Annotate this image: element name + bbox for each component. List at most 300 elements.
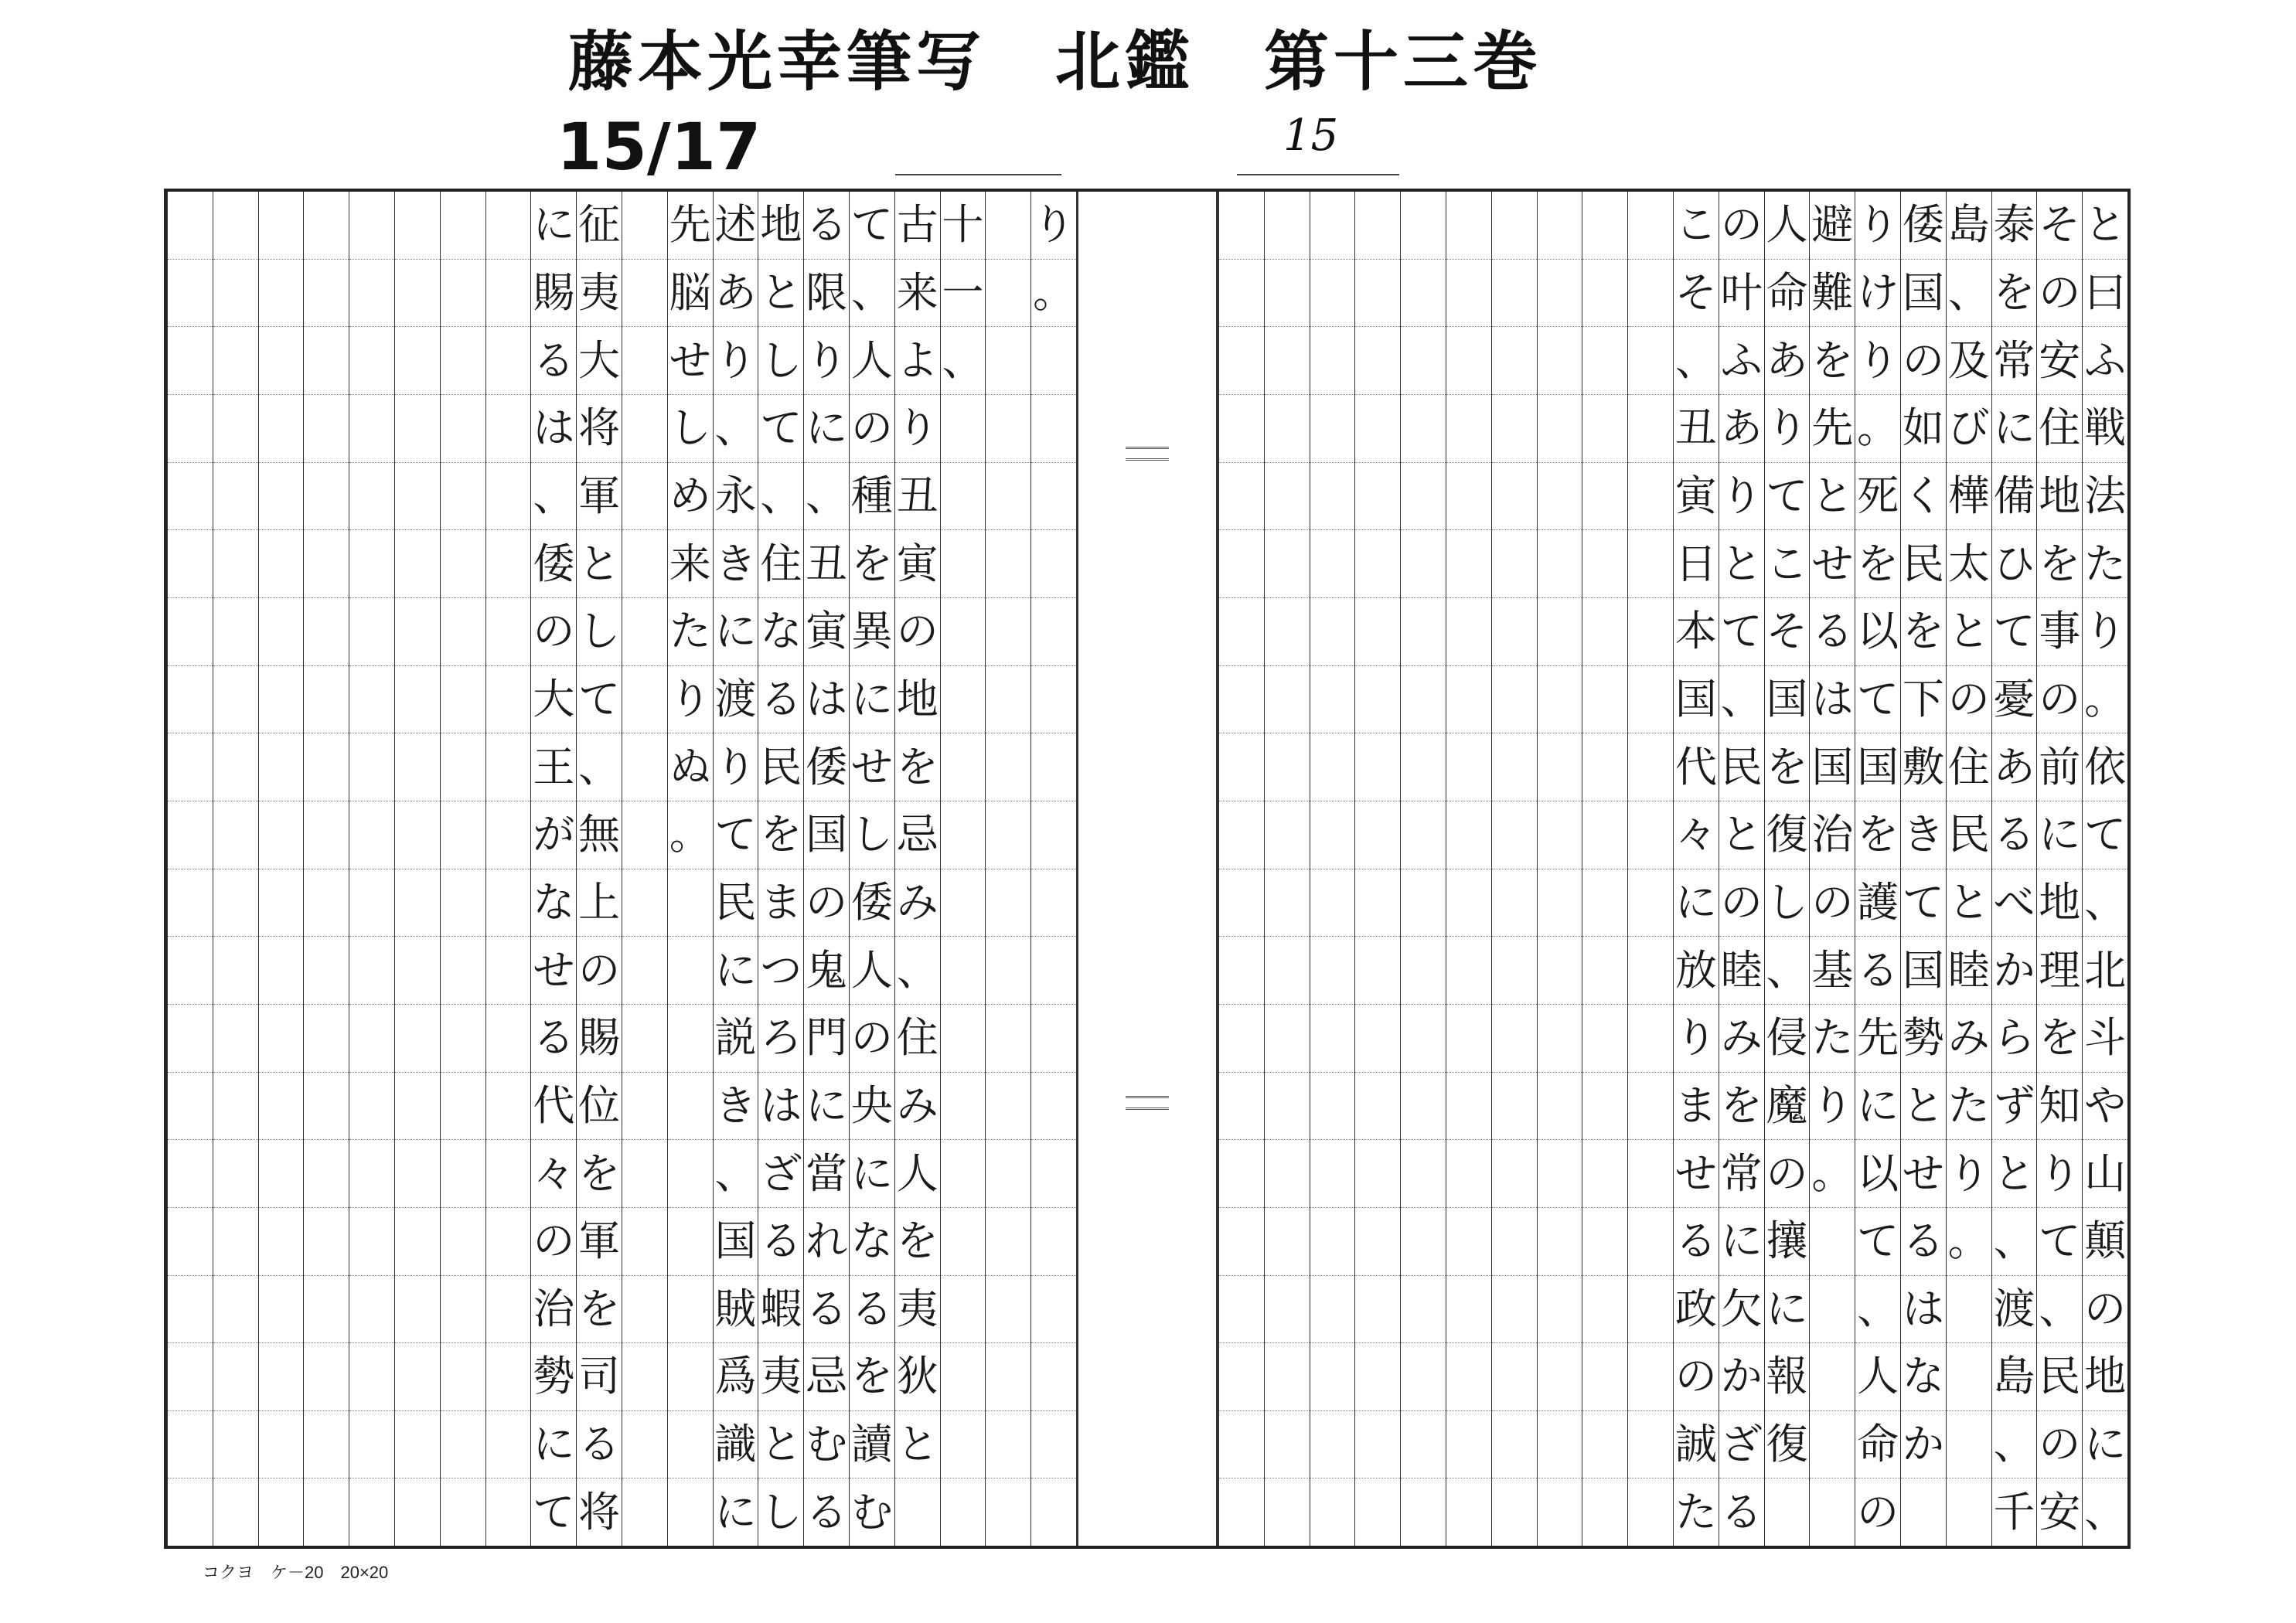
manuscript-cell: 限 xyxy=(804,260,849,328)
manuscript-cell xyxy=(259,260,304,328)
manuscript-cell: た xyxy=(1810,1005,1855,1073)
manuscript-cell xyxy=(1401,666,1446,734)
manuscript-cell xyxy=(1265,1208,1310,1276)
manuscript-cell: 安 xyxy=(2037,327,2082,395)
manuscript-cell xyxy=(986,1073,1030,1141)
manuscript-cell: を xyxy=(1810,327,1855,395)
manuscript-cell xyxy=(349,1411,394,1479)
manuscript-cell xyxy=(486,869,531,937)
manuscript-cell: て xyxy=(2037,1208,2082,1276)
manuscript-cell: 日 xyxy=(1674,530,1719,598)
manuscript-cell xyxy=(1401,801,1446,869)
manuscript-cell xyxy=(1810,1411,1855,1479)
manuscript-cell: け xyxy=(1855,260,1900,328)
manuscript-cell: の xyxy=(531,598,576,666)
manuscript-cell xyxy=(1265,260,1310,328)
manuscript-cell xyxy=(1031,463,1076,531)
manuscript-cell xyxy=(986,1276,1030,1344)
manuscript-cell: 民 xyxy=(2037,1343,2082,1411)
manuscript-cell: 前 xyxy=(2037,733,2082,801)
manuscript-cell: 国 xyxy=(1674,666,1719,734)
manuscript-cell: 讀 xyxy=(850,1411,894,1479)
manuscript-cell xyxy=(486,463,531,531)
manuscript-cell xyxy=(1810,1343,1855,1411)
manuscript-cell: 敷 xyxy=(1901,733,1946,801)
manuscript-cell xyxy=(1492,1005,1537,1073)
manuscript-cell xyxy=(213,801,258,869)
manuscript-cell: 本 xyxy=(1674,598,1719,666)
manuscript-cell: を xyxy=(1719,1073,1764,1141)
manuscript-cell xyxy=(1265,192,1310,260)
manuscript-cell: て xyxy=(850,192,894,260)
manuscript-cell: 将 xyxy=(578,1487,621,1536)
sheet-number: 15 xyxy=(1283,111,1339,161)
manuscript-cell xyxy=(1538,327,1582,395)
manuscript-cell: 代 xyxy=(1674,733,1719,801)
manuscript-cell xyxy=(1446,1343,1491,1411)
manuscript-cell xyxy=(986,733,1030,801)
manuscript-cell xyxy=(1219,937,1264,1005)
manuscript-cell xyxy=(168,801,213,869)
manuscript-cell: 渡 xyxy=(714,666,758,734)
manuscript-cell xyxy=(1582,869,1627,937)
manuscript-cell xyxy=(1446,1208,1491,1276)
manuscript-cell: 鬼 xyxy=(804,937,849,1005)
manuscript-cell xyxy=(1310,1073,1355,1141)
manuscript-cell: 、 xyxy=(531,463,576,531)
manuscript-cell xyxy=(622,1005,667,1073)
manuscript-cell xyxy=(213,1411,258,1479)
manuscript-cell xyxy=(1810,1208,1855,1276)
manuscript-column xyxy=(622,192,667,1546)
manuscript-cell: る xyxy=(1810,598,1855,666)
manuscript-cell xyxy=(304,192,349,260)
manuscript-column xyxy=(303,192,349,1546)
manuscript-cell xyxy=(941,733,986,801)
manuscript-cell: 、 xyxy=(1765,937,1810,1005)
manuscript-cell: り xyxy=(1855,327,1900,395)
manuscript-cell xyxy=(441,801,485,869)
manuscript-cell: せ xyxy=(850,733,894,801)
manuscript-cell: 夷 xyxy=(758,1343,803,1411)
manuscript-cell xyxy=(1401,937,1446,1005)
manuscript-cell: 国 xyxy=(1810,733,1855,801)
manuscript-cell xyxy=(304,260,349,328)
manuscript-cell xyxy=(986,530,1030,598)
manuscript-cell: む xyxy=(804,1411,849,1479)
manuscript-cell xyxy=(213,937,258,1005)
manuscript-column xyxy=(349,192,394,1546)
manuscript-cell: 忌 xyxy=(895,801,940,869)
manuscript-cell xyxy=(622,530,667,598)
manuscript-cell: に xyxy=(2037,801,2082,869)
manuscript-cell: る xyxy=(850,1276,894,1344)
manuscript-cell: 地 xyxy=(2037,869,2082,937)
manuscript-cell xyxy=(668,1140,713,1208)
manuscript-cell xyxy=(986,260,1030,328)
manuscript-cell xyxy=(1310,192,1355,260)
manuscript-cell: り xyxy=(714,733,758,801)
manuscript-cell xyxy=(168,869,213,937)
manuscript-cell xyxy=(213,327,258,395)
manuscript-cell xyxy=(1355,530,1400,598)
manuscript-cell xyxy=(213,260,258,328)
manuscript-cell xyxy=(1401,327,1446,395)
manuscript-cell: る xyxy=(806,1487,848,1536)
manuscript-cell xyxy=(1628,327,1673,395)
manuscript-cell: 知 xyxy=(2037,1073,2082,1141)
manuscript-cell: 古 xyxy=(895,192,940,260)
manuscript-cell xyxy=(668,1343,713,1411)
manuscript-cell xyxy=(1031,530,1076,598)
manuscript-cell: 報 xyxy=(1765,1343,1810,1411)
manuscript-cell xyxy=(349,192,394,260)
manuscript-cell: 十 xyxy=(941,192,986,260)
manuscript-cell xyxy=(622,869,667,937)
manuscript-cell: 寅 xyxy=(804,598,849,666)
manuscript-cell: 丑 xyxy=(804,530,849,598)
manuscript-cell: 太 xyxy=(1947,530,1991,598)
manuscript-cell: に xyxy=(850,1140,894,1208)
manuscript-cell: 種 xyxy=(850,463,894,531)
manuscript-cell xyxy=(395,801,440,869)
manuscript-cell: か xyxy=(1992,937,2037,1005)
manuscript-cell xyxy=(304,395,349,463)
manuscript-cell xyxy=(1265,869,1310,937)
manuscript-cell xyxy=(1582,598,1627,666)
manuscript-cell: 地 xyxy=(895,666,940,734)
manuscript-cell xyxy=(1031,1073,1076,1141)
manuscript-cell xyxy=(1355,192,1400,260)
manuscript-cell xyxy=(1219,733,1264,801)
manuscript-cell: の xyxy=(804,869,849,937)
manuscript-cell xyxy=(349,1276,394,1344)
manuscript-cell xyxy=(986,1343,1030,1411)
manuscript-cell: 民 xyxy=(714,869,758,937)
manuscript-column xyxy=(1627,192,1673,1546)
manuscript-cell xyxy=(622,463,667,531)
manuscript-cell: み xyxy=(895,869,940,937)
manuscript-cell: て xyxy=(1855,666,1900,734)
manuscript-cell xyxy=(1401,1343,1446,1411)
manuscript-cell: 国 xyxy=(1765,666,1810,734)
manuscript-cell xyxy=(304,1208,349,1276)
manuscript-cell: こ xyxy=(1765,530,1810,598)
manuscript-cell: 永 xyxy=(714,463,758,531)
manuscript-cell: の xyxy=(1765,1140,1810,1208)
manuscript-cell: た xyxy=(668,598,713,666)
manuscript-cell xyxy=(349,1073,394,1141)
manuscript-cell: と xyxy=(1992,1140,2037,1208)
manuscript-cell: き xyxy=(1901,801,1946,869)
manuscript-cell: の xyxy=(1901,327,1946,395)
manuscript-cell: 護 xyxy=(1855,869,1900,937)
manuscript-cell xyxy=(1538,192,1582,260)
manuscript-cell xyxy=(622,598,667,666)
manuscript-column xyxy=(1400,192,1446,1546)
manuscript-cell: 夷 xyxy=(895,1276,940,1344)
manuscript-cell: 。 xyxy=(1947,1208,1991,1276)
manuscript-cell xyxy=(213,666,258,734)
manuscript-cell: し xyxy=(760,1487,802,1536)
manuscript-cell: の xyxy=(1947,666,1991,734)
manuscript-cell xyxy=(1310,937,1355,1005)
manuscript-cell xyxy=(395,598,440,666)
manuscript-column xyxy=(894,192,940,1546)
manuscript-cell: 大 xyxy=(531,666,576,734)
manuscript-cell xyxy=(1401,1140,1446,1208)
manuscript-cell: せ xyxy=(1810,530,1855,598)
manuscript-cell: 侵 xyxy=(1765,1005,1810,1073)
manuscript-cell: 、 xyxy=(758,463,803,531)
manuscript-cell: み xyxy=(1947,1005,1991,1073)
manuscript-cell: り xyxy=(1765,395,1810,463)
manuscript-cell: 征 xyxy=(577,192,622,260)
manuscript-column xyxy=(1218,192,1264,1546)
manuscript-cell xyxy=(441,598,485,666)
manuscript-left-half xyxy=(167,192,1076,1546)
manuscript-cell xyxy=(259,1411,304,1479)
manuscript-cell: こ xyxy=(1674,192,1719,260)
manuscript-cell: ま xyxy=(758,869,803,937)
manuscript-cell xyxy=(259,598,304,666)
manuscript-cell xyxy=(259,666,304,734)
manuscript-cell xyxy=(304,666,349,734)
manuscript-cell xyxy=(259,1073,304,1141)
manuscript-cell: ざ xyxy=(758,1140,803,1208)
manuscript-cell: を xyxy=(895,1208,940,1276)
manuscript-cell: 、 xyxy=(2084,1487,2127,1536)
manuscript-cell xyxy=(1310,598,1355,666)
manuscript-cell xyxy=(1401,395,1446,463)
manuscript-cell xyxy=(1446,1411,1491,1479)
manuscript-cell xyxy=(349,666,394,734)
manuscript-cell: し xyxy=(850,801,894,869)
manuscript-cell: に xyxy=(804,1073,849,1141)
manuscript-cell xyxy=(1538,937,1582,1005)
manuscript-cell xyxy=(1355,463,1400,531)
manuscript-cell xyxy=(1901,1478,1946,1546)
manuscript-cell xyxy=(986,1208,1030,1276)
manuscript-cell xyxy=(441,937,485,1005)
manuscript-cell xyxy=(441,1073,485,1141)
manuscript-cell xyxy=(441,869,485,937)
manuscript-cell: 寅 xyxy=(895,530,940,598)
manuscript-cell: な xyxy=(531,869,576,937)
manuscript-cell xyxy=(1628,192,1673,260)
manuscript-cell xyxy=(304,1005,349,1073)
manuscript-cell: を xyxy=(1855,530,1900,598)
manuscript-cell xyxy=(1219,1411,1264,1479)
manuscript-cell xyxy=(941,463,986,531)
manuscript-cell xyxy=(1265,733,1310,801)
manuscript-cell xyxy=(941,395,986,463)
manuscript-cell xyxy=(1265,801,1310,869)
manuscript-column xyxy=(1809,192,1855,1546)
manuscript-cell xyxy=(304,1140,349,1208)
manuscript-cell: ひ xyxy=(1992,530,2037,598)
manuscript-cell xyxy=(395,869,440,937)
manuscript-cell: 。 xyxy=(668,801,713,869)
manuscript-cell xyxy=(395,1411,440,1479)
manuscript-cell: 脳 xyxy=(668,260,713,328)
manuscript-cell xyxy=(304,1411,349,1479)
manuscript-cell: あ xyxy=(1992,733,2037,801)
manuscript-cell xyxy=(1310,1140,1355,1208)
manuscript-cell: そ xyxy=(1765,598,1810,666)
manuscript-cell xyxy=(668,1411,713,1479)
manuscript-cell xyxy=(168,395,213,463)
manuscript-cell: に xyxy=(531,1411,576,1479)
manuscript-cell xyxy=(441,1411,485,1479)
manuscript-cell xyxy=(668,1276,713,1344)
manuscript-cell xyxy=(1265,327,1310,395)
manuscript-cell: に xyxy=(850,666,894,734)
manuscript-cell xyxy=(168,1140,213,1208)
manuscript-cell xyxy=(168,1208,213,1276)
manuscript-cell: 上 xyxy=(577,869,622,937)
manuscript-cell xyxy=(395,395,440,463)
manuscript-cell xyxy=(486,1411,531,1479)
manuscript-cell: り xyxy=(1719,463,1764,531)
manuscript-cell xyxy=(622,937,667,1005)
manuscript-cell xyxy=(259,1343,304,1411)
manuscript-cell xyxy=(168,1276,213,1344)
manuscript-cell xyxy=(1538,463,1582,531)
manuscript-cell: し xyxy=(668,395,713,463)
manuscript-cell xyxy=(259,1276,304,1344)
manuscript-cell: し xyxy=(577,598,622,666)
manuscript-cell: の xyxy=(577,937,622,1005)
manuscript-cell xyxy=(1355,598,1400,666)
manuscript-cell: 夷 xyxy=(577,260,622,328)
manuscript-cell xyxy=(1582,327,1627,395)
manuscript-cell: に xyxy=(1674,869,1719,937)
manuscript-cell: た xyxy=(1947,1073,1991,1141)
manuscript-column xyxy=(440,192,485,1546)
manuscript-cell: と xyxy=(1810,463,1855,531)
manuscript-cell: 泰 xyxy=(1992,192,2037,260)
manuscript-cell xyxy=(1219,598,1264,666)
manuscript-cell: 島 xyxy=(1947,192,1991,260)
manuscript-cell: に xyxy=(531,192,576,260)
manuscript-cell xyxy=(1538,666,1582,734)
manuscript-cell xyxy=(1628,1343,1673,1411)
manuscript-cell: き xyxy=(714,530,758,598)
manuscript-cell xyxy=(1355,801,1400,869)
manuscript-cell xyxy=(1031,1343,1076,1411)
manuscript-cell xyxy=(1582,1343,1627,1411)
manuscript-cell xyxy=(441,1005,485,1073)
manuscript-cell xyxy=(486,1005,531,1073)
manuscript-cell: 寅 xyxy=(1674,463,1719,531)
manuscript-cell xyxy=(941,1478,986,1546)
manuscript-cell: 民 xyxy=(1901,530,1946,598)
manuscript-cell xyxy=(1401,1276,1446,1344)
manuscript-cell xyxy=(1628,1208,1673,1276)
manuscript-cell xyxy=(1446,869,1491,937)
manuscript-cell: 死 xyxy=(1855,463,1900,531)
manuscript-cell: 。 xyxy=(1810,1140,1855,1208)
manuscript-cell: 安 xyxy=(2039,1487,2081,1536)
manuscript-cell xyxy=(1446,260,1491,328)
manuscript-cell: る xyxy=(1901,1208,1946,1276)
manuscript-cell xyxy=(259,937,304,1005)
manuscript-cell: な xyxy=(1901,1343,1946,1411)
manuscript-cell xyxy=(349,801,394,869)
manuscript-cell xyxy=(1265,1140,1310,1208)
manuscript-cell xyxy=(1538,733,1582,801)
manuscript-cell xyxy=(304,598,349,666)
manuscript-cell: 司 xyxy=(577,1343,622,1411)
manuscript-cell: り xyxy=(1855,192,1900,260)
manuscript-cell xyxy=(395,260,440,328)
manuscript-cell: 攘 xyxy=(1765,1208,1810,1276)
manuscript-cell xyxy=(441,733,485,801)
manuscript-cell: 理 xyxy=(2037,937,2082,1005)
manuscript-cell xyxy=(1492,869,1537,937)
manuscript-cell: て xyxy=(533,1487,575,1536)
manuscript-cell xyxy=(1355,1276,1400,1344)
manuscript-cell xyxy=(1446,937,1491,1005)
manuscript-cell xyxy=(349,1478,394,1546)
manuscript-cell xyxy=(1401,733,1446,801)
manuscript-cell xyxy=(441,1208,485,1276)
manuscript-cell xyxy=(395,733,440,801)
manuscript-cell xyxy=(441,1343,485,1411)
manuscript-column xyxy=(1991,192,2037,1546)
manuscript-cell xyxy=(486,666,531,734)
manuscript-cell xyxy=(1492,260,1537,328)
manuscript-cell xyxy=(395,463,440,531)
manuscript-cell: を xyxy=(1901,598,1946,666)
manuscript-cell xyxy=(1628,869,1673,937)
manuscript-cell xyxy=(1628,530,1673,598)
manuscript-cell xyxy=(1401,1208,1446,1276)
manuscript-cell: ろ xyxy=(758,1005,803,1073)
manuscript-cell xyxy=(1355,260,1400,328)
manuscript-cell xyxy=(168,463,213,531)
manuscript-cell xyxy=(395,530,440,598)
manuscript-cell xyxy=(1355,733,1400,801)
manuscript-cell xyxy=(1810,1478,1855,1546)
manuscript-cell xyxy=(1446,1478,1491,1546)
manuscript-cell xyxy=(1628,1411,1673,1479)
manuscript-cell: 。 xyxy=(2083,666,2127,734)
manuscript-cell: に xyxy=(1765,1276,1810,1344)
manuscript-column xyxy=(167,192,213,1546)
manuscript-cell xyxy=(622,1208,667,1276)
manuscript-cell: 倭 xyxy=(1901,192,1946,260)
manuscript-cell: 。 xyxy=(1855,395,1900,463)
manuscript-cell xyxy=(168,260,213,328)
manuscript-cell: 欠 xyxy=(1719,1276,1764,1344)
manuscript-cell: ま xyxy=(1674,1073,1719,1141)
manuscript-cell xyxy=(1538,530,1582,598)
manuscript-cell xyxy=(441,1276,485,1344)
manuscript-cell xyxy=(168,1073,213,1141)
manuscript-cell xyxy=(1401,260,1446,328)
manuscript-cell: 復 xyxy=(1765,801,1810,869)
manuscript-cell: 先 xyxy=(1810,395,1855,463)
manuscript-cell xyxy=(1355,666,1400,734)
manuscript-cell: 命 xyxy=(1855,1411,1900,1479)
manuscript-column xyxy=(394,192,440,1546)
manuscript-cell xyxy=(1265,1411,1310,1479)
manuscript-cell xyxy=(941,1208,986,1276)
manuscript-cell xyxy=(986,937,1030,1005)
manuscript-cell xyxy=(1538,395,1582,463)
